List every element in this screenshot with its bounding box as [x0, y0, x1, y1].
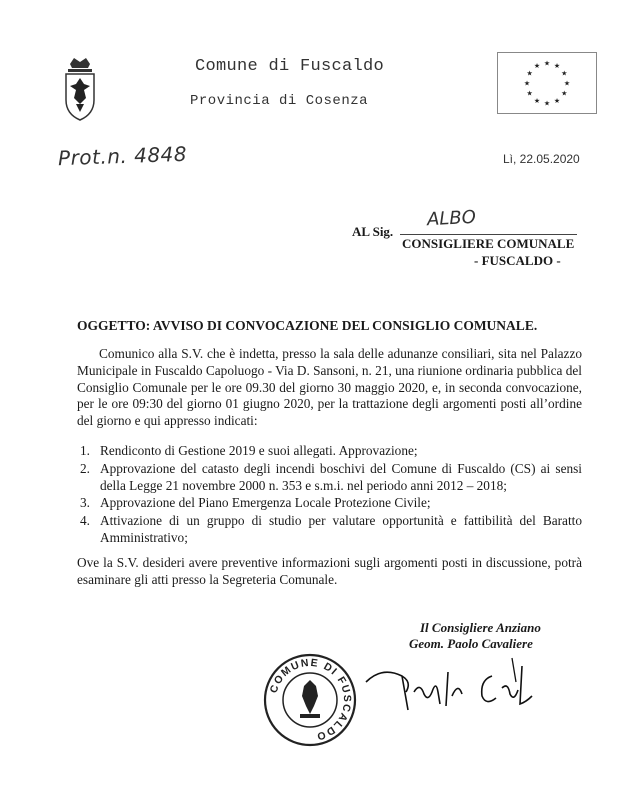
- closing-paragraph: Ove la S.V. desideri avere preventive informazioni sugli argomenti posti in discussione, potrà esaminare gli atti presso la Segreteria Comunale.: [77, 555, 582, 587]
- agenda-item-number: 1.: [80, 443, 90, 458]
- agenda-item: [80, 461, 582, 495]
- agenda-item-number: 3.: [80, 495, 90, 511]
- eu-star-icon: ★: [523, 79, 531, 88]
- seal-text: COMUNE DI FUSCALDO: [267, 656, 354, 743]
- agenda-item: [80, 443, 582, 460]
- signer-role: Il Consigliere Anziano: [420, 620, 541, 635]
- eu-star-icon: ★: [561, 89, 568, 98]
- eu-star-icon: ★: [533, 62, 541, 71]
- eu-star-icon: ★: [543, 99, 551, 108]
- recipient-prefix: AL Sig.: [352, 224, 394, 239]
- agenda-list: [80, 443, 582, 548]
- province-name: Provincia di Cosenza: [190, 93, 369, 109]
- agenda-item-text: Approvazione del Piano Emergenza Locale Protezione Civile;: [100, 495, 431, 511]
- agenda-item-text: Attivazione di un gruppo di studio per valutare opportunità e fattibilità del Baratto Amministrativo;: [100, 513, 582, 545]
- recipient-underline: [400, 234, 577, 235]
- eu-star-icon: ★: [563, 79, 571, 88]
- municipal-crest-icon: [62, 56, 98, 122]
- agenda-item: [80, 495, 582, 512]
- eu-star-icon: ★: [533, 96, 541, 105]
- agenda-item: [80, 513, 582, 547]
- eu-star-icon: ★: [526, 89, 533, 98]
- agenda-item-number: 4.: [80, 513, 90, 529]
- handwritten-signature: [362, 652, 562, 714]
- handwritten-albo-note: ALBO: [426, 206, 477, 231]
- agenda-item-number: 2.: [80, 460, 90, 476]
- recipient-line1: CONSIGLIERE COMUNALE: [402, 236, 575, 251]
- eu-flag-icon: [497, 52, 597, 114]
- eu-star-icon: ★: [526, 69, 533, 78]
- recipient-line2: - FUSCALDO -: [474, 253, 561, 268]
- agenda-item-text: Rendiconto di Gestione 2019 e suoi allegati. Approvazione;: [100, 443, 418, 458]
- eu-star-icon: ★: [553, 96, 561, 105]
- eu-star-icon: ★: [553, 62, 561, 71]
- eu-star-icon: ★: [561, 69, 568, 78]
- intro-paragraph: Comunico alla S.V. che è indetta, presso la sala delle adunanze consiliari, sita nel Palazzo Municipale in Fuscaldo Capoluogo - Via D. Sansoni, n. 21, una riunione ordinaria pubblica del Consiglio Comunale per le ore 09.30 del giorno 30 maggio 2020, e, in seconda convocazione, per le ore 09:30 del giorno 01 giugno 2020, per la trattazione degli argomenti posti all’ordine del giorno e qui appresso indicati:: [77, 346, 582, 429]
- municipality-name: Comune di Fuscaldo: [195, 57, 385, 76]
- eu-star-icon: ★: [543, 59, 551, 68]
- municipal-seal: [262, 652, 358, 748]
- document-date: Lì, 22.05.2020: [503, 152, 580, 166]
- agenda-item-text: Approvazione del catasto degli incendi boschivi del Comune di Fuscaldo (CS) ai sensi della Legge 21 novembre 2000 n. 353 e s.m.i. nel periodo anni 2012 – 2018;: [100, 460, 582, 493]
- signer-name: Geom. Paolo Cavaliere: [409, 636, 533, 651]
- subject-line: OGGETTO: AVVISO DI CONVOCAZIONE DEL CONSIGLIO COMUNALE.: [77, 318, 538, 333]
- protocol-number: Prot.n. 4848: [57, 141, 188, 171]
